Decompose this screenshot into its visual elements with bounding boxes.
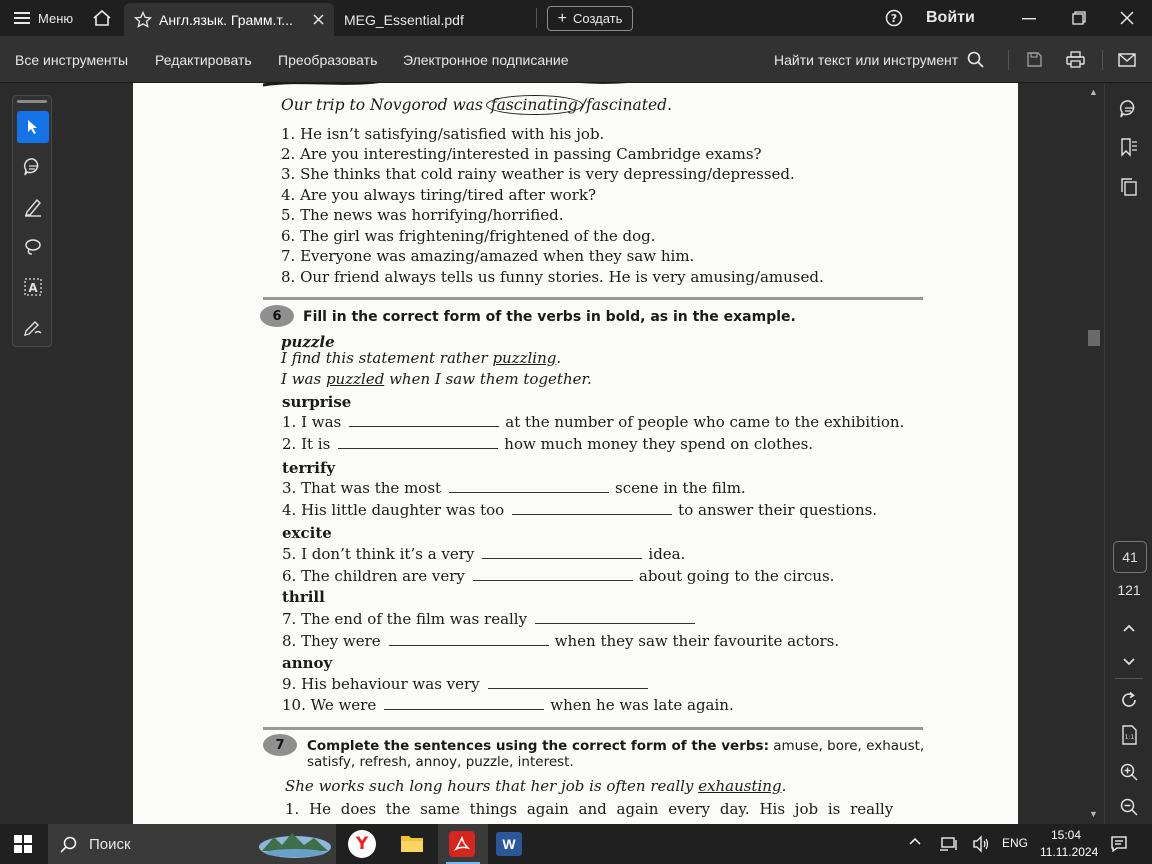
pages-button[interactable] <box>1105 175 1152 199</box>
windows-taskbar <box>0 824 1152 864</box>
bookmarks-button[interactable] <box>1105 135 1152 159</box>
exercise-6-item <box>282 479 746 497</box>
answer-blank <box>384 698 544 710</box>
text-tool[interactable] <box>17 271 49 303</box>
restore-icon <box>1072 11 1086 25</box>
fit-page-icon <box>1120 725 1138 745</box>
divider <box>1008 50 1009 70</box>
exercise-7-example <box>285 777 786 795</box>
exercise-5-item: 4. Are you always tiring/tired after work? <box>281 186 596 204</box>
zoom-in-button[interactable] <box>1105 760 1152 784</box>
prev-page-button[interactable] <box>1105 616 1152 640</box>
total-pages: 121 <box>1117 582 1141 598</box>
clock[interactable] <box>1040 828 1099 859</box>
answer-blank <box>473 569 633 581</box>
clock-time: 15:04 <box>1050 828 1082 842</box>
verb-heading: surprise <box>282 393 352 411</box>
scroll-down-arrow-icon[interactable]: ▼ <box>1089 809 1098 819</box>
acrobat-icon <box>449 831 475 857</box>
taskbar-search[interactable] <box>48 824 336 864</box>
underlined-answer: exhausting <box>698 777 782 795</box>
scroll-thumb[interactable] <box>1088 330 1100 346</box>
highlight-tool[interactable] <box>17 191 49 223</box>
item-text: 6. The children are very <box>282 567 465 585</box>
item-text: when they saw their favourite actors. <box>554 632 840 650</box>
email-button[interactable] <box>1118 36 1136 83</box>
menu-convert[interactable]: Преобразовать <box>278 51 378 68</box>
comment-icon <box>1119 99 1139 119</box>
pdf-page <box>133 83 1018 824</box>
search-label: Поиск <box>89 835 131 853</box>
cropped-heading-glyphs <box>263 83 663 89</box>
menu-label: Меню <box>38 10 74 26</box>
search-icon <box>967 51 984 68</box>
circled-word: fascinating <box>486 95 583 115</box>
actual-size-button[interactable] <box>1105 723 1152 747</box>
vertical-scrollbar[interactable] <box>1086 83 1102 824</box>
search-label: Найти текст или инструмент <box>774 51 959 68</box>
item-text: scene in the film. <box>615 479 746 497</box>
mail-icon <box>1118 53 1136 67</box>
file-explorer-icon[interactable] <box>400 833 424 853</box>
tools-menu-bar <box>0 36 1152 83</box>
clock-date: 11.11.2024 <box>1040 845 1099 859</box>
print-icon <box>1066 51 1085 68</box>
chevron-up-icon <box>908 836 922 846</box>
item-text: 3. That was the most <box>282 479 442 497</box>
create-label: Создать <box>572 11 623 26</box>
signin-button[interactable]: Войти <box>926 9 975 26</box>
hamburger-icon <box>14 11 30 25</box>
menu-all-tools[interactable]: Все инструменты <box>15 51 129 68</box>
answer-blank <box>449 481 609 493</box>
exercise-6-item <box>282 675 654 693</box>
zoom-out-icon <box>1120 798 1138 816</box>
example-line-2 <box>281 370 592 388</box>
tab-active-document[interactable] <box>124 3 334 36</box>
section-divider <box>263 727 923 730</box>
item-text: 5. I don’t think it’s a very <box>282 545 475 563</box>
home-icon <box>92 9 112 27</box>
exercise-6-item <box>282 435 813 453</box>
minimize-icon <box>1022 11 1036 25</box>
exercise-6-item <box>282 610 701 628</box>
chevron-up-icon <box>1122 623 1136 633</box>
exercise-number-badge: 7 <box>263 734 297 756</box>
item-text: to answer their questions. <box>678 501 878 519</box>
next-page-button[interactable] <box>1105 650 1152 674</box>
comment-tool[interactable] <box>17 151 49 183</box>
comment-icon <box>23 157 43 177</box>
exercise-6-item <box>282 696 734 714</box>
menu-button[interactable] <box>14 0 73 36</box>
landscape-widget-icon[interactable] <box>256 827 334 861</box>
example-verb: puzzle <box>281 333 335 351</box>
example-text: She works such long hours that her job is often really <box>285 777 699 795</box>
create-button[interactable] <box>547 6 633 31</box>
search-icon <box>60 836 77 853</box>
plus-icon: + <box>557 9 567 27</box>
example-text: when I saw them together. <box>384 370 592 388</box>
quick-tools-panel <box>12 95 52 347</box>
svg-text:1:1: 1:1 <box>1124 734 1135 741</box>
answer-blank <box>338 437 498 449</box>
item-text: about going to the circus. <box>638 567 835 585</box>
exercise-7-instruction <box>307 738 924 754</box>
chevron-down-icon <box>1122 657 1136 667</box>
pen-icon <box>23 197 43 217</box>
exercise-5-item: 7. Everyone was amazing/amazed when they saw him. <box>281 247 695 265</box>
item-text: at the number of people who came to the exhibition. <box>505 413 905 431</box>
home-button[interactable] <box>92 0 112 36</box>
exercise-5-item: 6. The girl was frightening/frightened of the dog. <box>281 227 656 245</box>
item-text: 1. I was <box>282 413 342 431</box>
divider <box>1102 50 1103 70</box>
tab-meg-essential[interactable] <box>344 3 464 36</box>
close-window-button[interactable] <box>1120 0 1134 36</box>
volume-icon[interactable] <box>972 835 990 853</box>
tab-divider <box>536 8 537 28</box>
exercise-6-item <box>282 567 834 585</box>
answer-blank <box>389 634 549 646</box>
sign-tool[interactable] <box>17 311 49 343</box>
yandex-browser-icon[interactable]: Y <box>348 830 376 858</box>
windows-logo-icon <box>14 835 32 853</box>
divider <box>1115 678 1143 679</box>
example-text: /fascinated. <box>580 96 673 114</box>
help-icon <box>885 9 903 27</box>
save-button[interactable] <box>1026 36 1043 83</box>
answer-blank <box>349 415 499 427</box>
answer-blank <box>512 503 672 515</box>
item-text: 7. The end of the film was really <box>282 610 528 628</box>
zoom-out-button[interactable] <box>1105 795 1152 819</box>
exercise-5-item: 1. He isn’t satisfying/satisfied with his job. <box>281 125 605 143</box>
refresh-icon <box>1120 691 1138 709</box>
exercise-5-item: 3. She thinks that cold rainy weather is very depressing/depressed. <box>281 165 795 183</box>
exercise-6-instruction: Fill in the correct form of the verbs in bold, as in the example. <box>303 309 796 325</box>
help-button[interactable] <box>885 0 903 36</box>
tab-title: MEG_Essential.pdf <box>344 11 464 28</box>
notifications-button[interactable] <box>1110 835 1128 853</box>
find-tool-search[interactable] <box>774 36 984 83</box>
notification-icon <box>1110 835 1128 853</box>
save-icon <box>1026 51 1043 68</box>
tab-title: Англ.язык. Грамм.т... <box>159 11 293 28</box>
scroll-up-arrow-icon[interactable]: ▲ <box>1089 87 1098 97</box>
example-text: I find this statement rather <box>281 349 493 367</box>
item-text: 2. It is <box>282 435 331 453</box>
item-text: how much money they spend on clothes. <box>504 435 814 453</box>
verb-list: amuse, bore, exhaust, <box>768 738 925 754</box>
answer-blank <box>482 547 642 559</box>
item-text: idea. <box>648 545 686 563</box>
lasso-icon <box>23 237 43 257</box>
item-text: 8. They were <box>282 632 381 650</box>
example-sentence <box>281 95 672 115</box>
draw-tool[interactable] <box>17 231 49 263</box>
example-text: . <box>556 349 562 367</box>
word-icon[interactable]: W <box>496 832 522 856</box>
close-tab-icon[interactable] <box>313 14 324 25</box>
zoom-in-icon <box>1120 763 1138 781</box>
refresh-button[interactable] <box>1105 688 1152 712</box>
exercise-7-item-1: 1. He does the same things again and again every day. His job is really <box>285 800 894 818</box>
star-icon[interactable] <box>134 11 152 29</box>
language-indicator[interactable]: ENG <box>1002 836 1029 850</box>
start-button[interactable] <box>14 835 32 853</box>
menu-esign[interactable]: Электронное подписание <box>403 51 569 68</box>
current-page-input[interactable]: 41 <box>1113 541 1147 573</box>
answer-blank <box>535 612 695 624</box>
close-icon <box>1120 11 1134 25</box>
minimize-button[interactable] <box>1022 0 1036 36</box>
example-text: I was <box>281 370 326 388</box>
exercise-6-item <box>282 501 877 519</box>
verb-heading: annoy <box>282 654 333 672</box>
exercise-5-item: 8. Our friend always tells us funny stories. He is very amusing/amused. <box>281 268 824 286</box>
verb-heading: excite <box>282 524 332 542</box>
example-text: . <box>781 777 787 795</box>
bookmark-icon <box>1119 137 1139 157</box>
show-hidden-icons-button[interactable] <box>908 836 922 846</box>
drag-handle[interactable] <box>17 100 47 103</box>
item-text: 9. His behaviour was very <box>282 675 480 693</box>
item-text: when he was late again. <box>550 696 734 714</box>
item-text: 4. His little daughter was too <box>282 501 505 519</box>
verb-heading: terrify <box>282 459 336 477</box>
exercise-6-item <box>282 632 839 650</box>
svg-text:A: A <box>28 281 38 295</box>
signature-icon <box>23 317 43 337</box>
exercise-7-verbs: satisfy, refresh, annoy, puzzle, interest. <box>307 754 574 770</box>
print-button[interactable] <box>1066 36 1085 83</box>
exercise-6-item <box>282 545 685 563</box>
underlined-answer: puzzling <box>492 349 557 367</box>
verb-heading: thrill <box>282 588 325 606</box>
example-text: Our trip to Novgorod was <box>281 96 488 114</box>
example-line-1 <box>281 349 561 367</box>
item-text: 10. We were <box>282 696 377 714</box>
instruction-bold: Complete the sentences using the correct form of the verbs: <box>307 738 769 754</box>
exercise-6-item <box>282 413 904 431</box>
underlined-answer: puzzled <box>325 370 385 388</box>
restore-button[interactable] <box>1072 0 1086 36</box>
right-side-panel <box>1104 83 1152 824</box>
answer-blank <box>488 677 648 689</box>
exercise-5-item: 5. The news was horrifying/horrified. <box>281 206 564 224</box>
menu-edit[interactable]: Редактировать <box>155 51 252 68</box>
exercise-number-badge: 6 <box>260 305 294 327</box>
exercise-5-item: 2. Are you interesting/interested in passing Cambridge exams? <box>281 145 762 163</box>
title-bar <box>0 0 1152 36</box>
section-divider <box>263 297 923 300</box>
text-box-icon <box>23 277 43 297</box>
comments-panel-button[interactable] <box>1105 97 1152 121</box>
svg-text:?: ? <box>890 12 898 25</box>
select-tool[interactable] <box>17 111 49 143</box>
cursor-icon <box>26 119 40 135</box>
acrobat-taskbar-item[interactable] <box>438 824 488 864</box>
copy-pages-icon <box>1119 177 1139 197</box>
network-icon[interactable] <box>940 835 958 853</box>
